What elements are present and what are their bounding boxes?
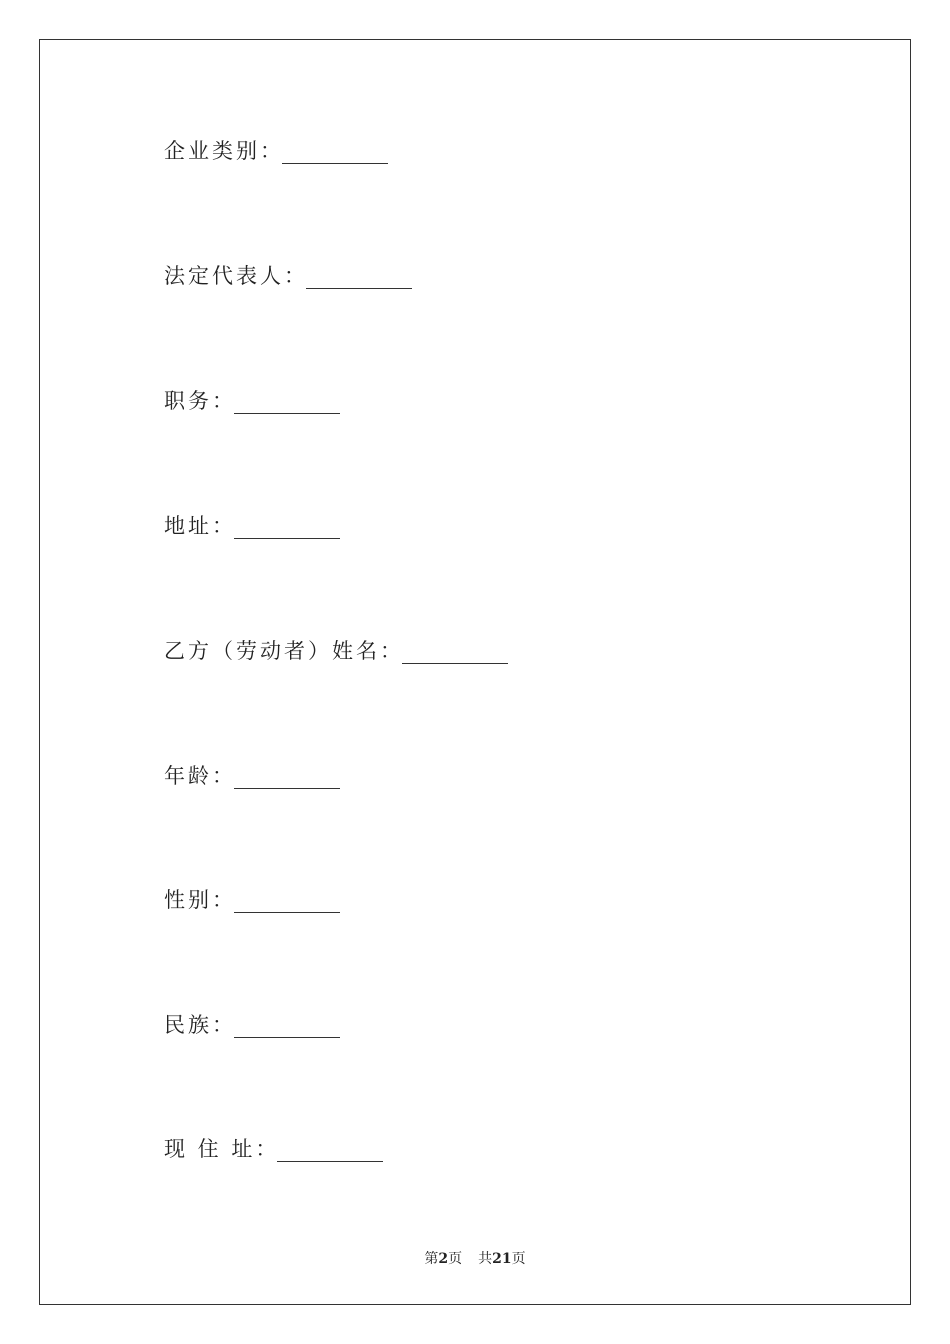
fill-in-blank[interactable] — [282, 141, 388, 164]
field-colon: ： — [284, 264, 305, 288]
fill-in-blank[interactable] — [234, 391, 340, 414]
field-label: 性别 — [164, 888, 212, 912]
field-colon: ： — [255, 1137, 277, 1161]
field-label: 地址 — [164, 514, 212, 538]
field-colon: ： — [212, 389, 233, 413]
fill-in-blank[interactable] — [234, 516, 340, 539]
field-enterprise-type — [164, 134, 388, 164]
fill-in-blank[interactable] — [277, 1139, 383, 1162]
page-frame — [39, 39, 911, 1305]
field-label: 职务 — [164, 389, 212, 413]
field-address — [164, 509, 340, 539]
field-label: 现 住 址 — [164, 1137, 256, 1161]
field-colon: ： — [212, 764, 233, 788]
footer-page-number: 2 — [438, 1251, 449, 1267]
footer-total-suffix: 页 — [511, 1251, 526, 1267]
field-label: 年龄 — [164, 764, 212, 788]
fill-in-blank[interactable] — [234, 1015, 340, 1038]
field-colon: ： — [260, 139, 281, 163]
footer-prefix: 第 — [424, 1251, 439, 1267]
field-party-b-name — [164, 634, 508, 664]
page-footer — [0, 1248, 950, 1268]
field-colon: ： — [212, 1013, 233, 1037]
fill-in-blank[interactable] — [402, 641, 508, 664]
field-gender — [164, 883, 340, 913]
field-colon: ： — [380, 639, 401, 663]
field-label: 法定代表人 — [164, 264, 284, 288]
field-label: 企业类别 — [164, 139, 260, 163]
footer-total-prefix: 共 — [478, 1251, 493, 1267]
footer-total-pages: 21 — [492, 1251, 512, 1267]
field-age — [164, 759, 340, 789]
footer-page-suffix: 页 — [448, 1251, 463, 1267]
field-legal-representative — [164, 259, 412, 289]
fill-in-blank[interactable] — [234, 766, 340, 789]
field-colon: ： — [212, 514, 233, 538]
field-colon: ： — [212, 888, 233, 912]
fill-in-blank[interactable] — [234, 890, 340, 913]
field-label: 民族 — [164, 1013, 212, 1037]
field-current-address — [164, 1132, 383, 1162]
field-ethnicity — [164, 1008, 340, 1038]
field-position — [164, 384, 340, 414]
fill-in-blank[interactable] — [306, 266, 412, 289]
field-label: 乙方（劳动者）姓名 — [164, 639, 380, 663]
